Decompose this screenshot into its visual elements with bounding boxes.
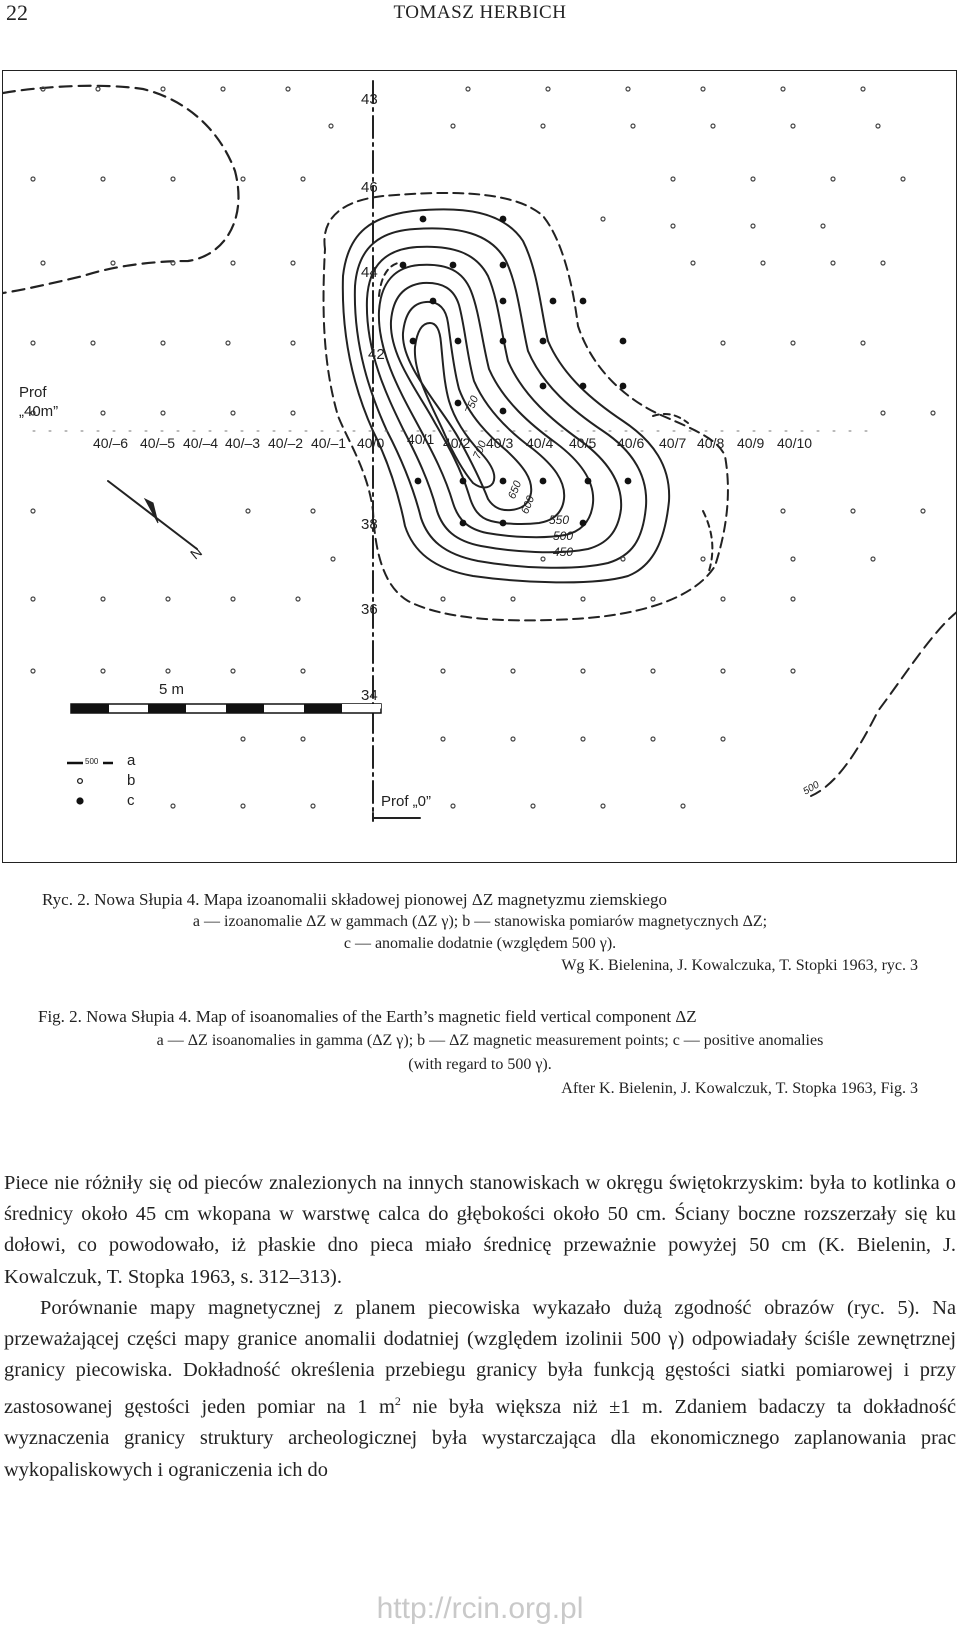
station-label: 40/7: [659, 435, 687, 451]
profile-label-44: 44: [361, 264, 378, 281]
contour-value-450: 450: [553, 545, 574, 559]
station-label: 40/10: [777, 435, 813, 451]
body-text: [4, 1168, 956, 1486]
contour-500-outer: [324, 193, 728, 620]
station-label: 40/–3: [225, 435, 261, 451]
profile-label-43: 43: [361, 91, 378, 108]
station-label: 40/–1: [311, 435, 347, 451]
contour-500-right: [811, 611, 957, 796]
profile-label-42: 42: [368, 346, 385, 363]
map-drawing: [3, 71, 957, 863]
contour-value-600: 600: [519, 494, 538, 516]
legend-a: a: [127, 752, 136, 769]
profile-label-38: 38: [361, 516, 378, 533]
caption-pl-line2: c — anomalie dodatnie (względem 500 γ).: [343, 935, 617, 952]
station-label: 40/0: [357, 435, 385, 451]
caption-en-title: Fig. 2. Nowa Słupia 4. Map of isoanomalies of the Earth’s magnetic field vertical component ΔZ: [38, 1007, 697, 1026]
legend-contour-value: 500: [85, 757, 99, 766]
caption-en-source: After K. Bielenin, J. Kowalczuk, T. Stopka 1963, Fig. 3: [561, 1080, 918, 1097]
station-label: 40/4: [526, 435, 554, 451]
scale-label: 5 m: [159, 681, 185, 698]
station-label: 40/–5: [140, 435, 176, 451]
contour-value-550: 550: [549, 513, 570, 527]
upper-left-contour: [3, 86, 238, 293]
station-label: 40/6: [617, 435, 645, 451]
watermark: http://rcin.org.pl: [376, 1592, 584, 1625]
station-label: 40/2: [443, 435, 471, 451]
paragraph-2: Porównanie mapy magnetycznej z planem piecowiska wykazało dużą zgodność obrazów (ryc. 5). Na przeważającej części mapy granice anomalii dodatniej (względem izolinii 500 γ) odpowiadały ściśle zewnętrznej granicy piecowiska. Dokładność określenia przebiegu granicy była funkcją gęstości siatki pomiarowej i przy zastosowanej gęstości jeden pomiar na 1 $m^2$ nie była większa niż ±1 m. Zdaniem badaczy ta dokładność wyznaczenia granicy struktury archeologicznej była wystarczająca dla ekonomicznego zaplanowania prac wykopaliskowych i ograniczenia ich do: [4, 1296, 956, 1481]
contour-value-500: 500: [553, 529, 574, 543]
station-label: 40/1: [407, 431, 435, 447]
contour-value-700: 700: [471, 439, 490, 461]
paragraph-1: Piece nie różniły się od pieców znalezionych na innych stanowiskach w okręgu świętokrzyskim: była to kotlinka o średnicy około 45 cm wkopana w warstwę calca do głębokości około 50 cm. Ściany boczne rozszerzały się ku dołowi, co powodowało, iż płaskie dno pieca miało średnicę przeważnie powyżej 50 cm (K. Bielenin, J. Kowalczuk, T. Stopka 1963, s. 312–313).: [4, 1172, 956, 1288]
north-label: N: [187, 543, 206, 563]
station-label: 40/5: [569, 435, 597, 451]
caption-en-line2: (with regard to 500 γ).: [408, 1056, 552, 1073]
caption-pl-line1: a — izoanomalie ΔZ w gammach (ΔZ γ); b — stanowiska pomiarów magnetycznych ΔZ;: [192, 913, 768, 930]
station-label: 40/–6: [93, 435, 129, 451]
contour-value-750: 750: [463, 394, 482, 416]
station-label: 40/3: [486, 435, 514, 451]
caption-en-line1: a — ΔZ isoanomalies in gamma (ΔZ γ); b — ΔZ magnetic measurement points; c — positive anomalies: [156, 1032, 824, 1049]
caption-pl-source: Wg K. Bielenina, J. Kowalczuka, T. Stopki 1963, ryc. 3: [561, 957, 918, 974]
page-number: 22: [6, 0, 28, 25]
prof-40m-label: Prof „40m”: [19, 384, 59, 420]
isoanomaly-map: [2, 70, 957, 863]
legend-c: c: [127, 792, 135, 809]
legend-b: b: [127, 772, 136, 789]
station-label: 40/–2: [268, 435, 304, 451]
station-label: 40/–4: [183, 435, 219, 451]
contour-value-650: 650: [506, 479, 525, 501]
contour-value-500-right: 500: [801, 779, 822, 798]
legend-symbols: [67, 763, 113, 805]
station-label: 40/9: [737, 435, 765, 451]
profile-label-34: 34: [361, 687, 378, 704]
station-label: 40/8: [697, 435, 725, 451]
profile-label-46: 46: [361, 179, 378, 196]
north-arrow-icon: [108, 481, 197, 549]
profile-label-36: 36: [361, 601, 378, 618]
scale-bar: [71, 704, 381, 713]
contour-750: [415, 323, 494, 488]
running-head: TOMASZ HERBICH: [393, 2, 567, 23]
prof-0-label: Prof „0”: [381, 793, 432, 810]
caption-pl-title: Ryc. 2. Nowa Słupia 4. Mapa izoanomalii składowej pionowej ΔZ magnetyzmu ziemskiego: [42, 890, 667, 909]
contour-500: [355, 228, 646, 567]
